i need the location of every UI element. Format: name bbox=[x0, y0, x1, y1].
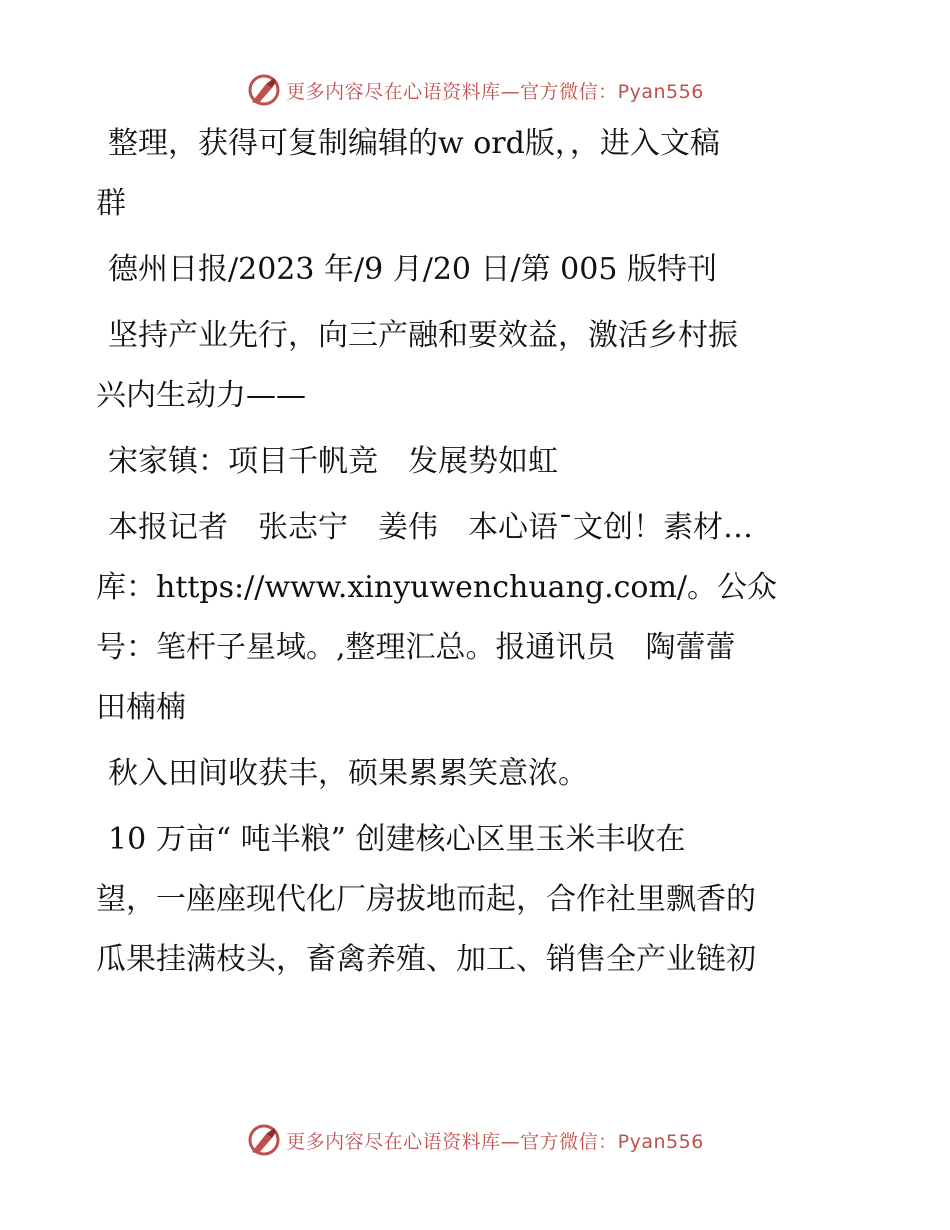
text-line: 整理，获得可复制编辑的w ord版，，进入文稿 bbox=[108, 126, 720, 161]
footer-banner bbox=[0, 1120, 950, 1160]
paragraph bbox=[96, 114, 856, 234]
footer-banner-text: 更多内容尽在心语资料库—官方微信：Pyan556 bbox=[286, 1130, 704, 1153]
text-line: 库：https://www.xinyuwenchuang.com/。公众 bbox=[96, 570, 778, 605]
text-line: 秋入田间收获丰，硕果累累笑意浓。 bbox=[108, 756, 588, 791]
text-line: 望，一座座现代化厂房拔地而起，合作社里飘香的 bbox=[96, 882, 756, 917]
paragraph bbox=[96, 810, 856, 990]
text-line: 兴内生动力—— bbox=[96, 378, 306, 413]
text-line: 宋家镇：项目千帆竞 发展势如虹 bbox=[108, 444, 558, 479]
paragraph bbox=[96, 306, 856, 426]
pen-logo-icon bbox=[246, 1122, 282, 1158]
text-line: 德州日报/2023 年/9 月/20 日/第 005 版特刊 bbox=[108, 252, 717, 287]
text-line: 群 bbox=[96, 186, 126, 221]
paragraph bbox=[96, 744, 856, 804]
paragraph bbox=[96, 432, 856, 492]
text-line: 田楠楠 bbox=[96, 690, 186, 725]
paragraph bbox=[96, 498, 856, 738]
text-line: 号：笔杆子星域。,整理汇总。报通讯员 陶蕾蕾 bbox=[96, 630, 736, 665]
header-banner bbox=[0, 70, 950, 110]
pen-logo-icon bbox=[246, 72, 282, 108]
text-line: 坚持产业先行，向三产融和要效益，激活乡村振 bbox=[108, 318, 738, 353]
header-banner-text: 更多内容尽在心语资料库—官方微信：Pyan556 bbox=[286, 80, 704, 103]
text-line: 本报记者 张志宁 姜伟 本心语¯文创！素材… bbox=[108, 510, 753, 545]
text-line: 10 万亩“ 吨半粮” 创建核心区里玉米丰收在 bbox=[108, 822, 686, 857]
text-line: 瓜果挂满枝头，畜禽养殖、加工、销售全产业链初 bbox=[96, 942, 756, 977]
paragraph bbox=[96, 240, 856, 300]
document-body bbox=[96, 114, 856, 996]
